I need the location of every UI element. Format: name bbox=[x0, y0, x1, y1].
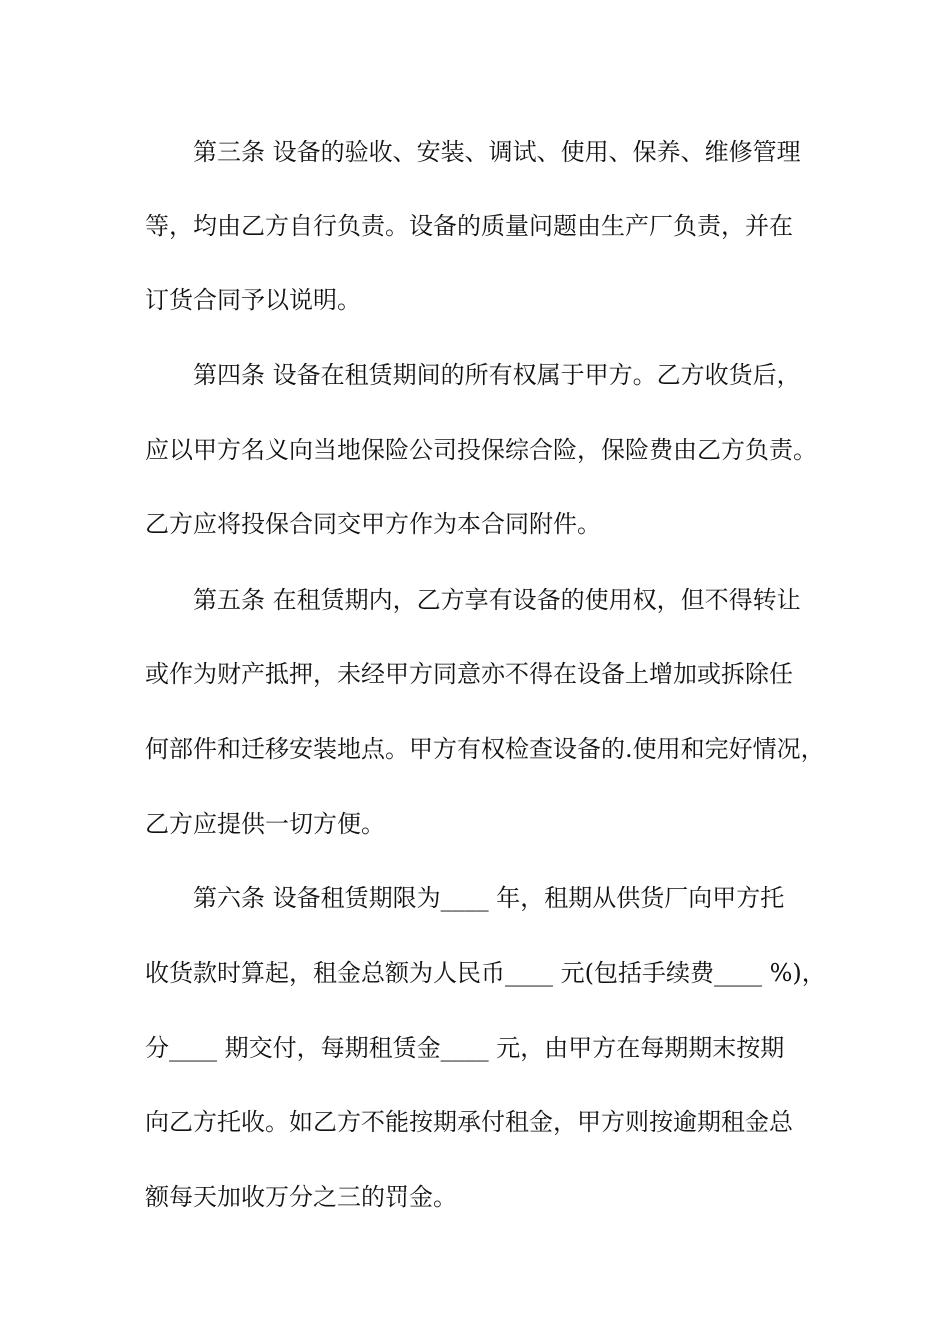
article-6-line-4: 向乙方托收。如乙方不能按期承付租金，甲方则按逾期租金总 bbox=[145, 1108, 793, 1136]
article-5-line-1: 第五条 在租赁期内，乙方享有设备的使用权，但不得转让 bbox=[193, 586, 801, 614]
article-4-line-1: 第四条 设备在租赁期间的所有权属于甲方。乙方收货后， bbox=[193, 361, 801, 389]
article-3-line-3: 订货合同予以说明。 bbox=[145, 286, 361, 314]
article-4-line-3: 乙方应将投保合同交甲方作为本合同附件。 bbox=[145, 510, 601, 538]
article-5-line-4: 乙方应提供一切方便。 bbox=[145, 810, 385, 838]
article-4-line-2: 应以甲方名义向当地保险公司投保综合险，保险费由乙方负责。 bbox=[145, 436, 817, 464]
article-6-line-3: 分____ 期交付，每期租赁金____ 元，由甲方在每期期末按期 bbox=[145, 1034, 785, 1062]
article-6-line-5: 额每天加收万分之三的罚金。 bbox=[145, 1183, 457, 1211]
article-3-line-1: 第三条 设备的验收、安装、调试、使用、保养、维修管理 bbox=[193, 138, 801, 166]
article-3-line-2: 等，均由乙方自行负责。设备的质量问题由生产厂负责，并在 bbox=[145, 212, 793, 240]
article-6-line-1: 第六条 设备租赁期限为____ 年，租期从供货厂向甲方托 bbox=[193, 884, 785, 912]
article-6-line-2: 收货款时算起，租金总额为人民币____ 元(包括手续费____ %)， bbox=[145, 959, 826, 987]
article-5-line-3: 何部件和迁移安装地点。甲方有权检查设备的.使用和完好情况， bbox=[145, 735, 825, 763]
article-5-line-2: 或作为财产抵押，未经甲方同意亦不得在设备上增加或拆除任 bbox=[145, 660, 793, 688]
